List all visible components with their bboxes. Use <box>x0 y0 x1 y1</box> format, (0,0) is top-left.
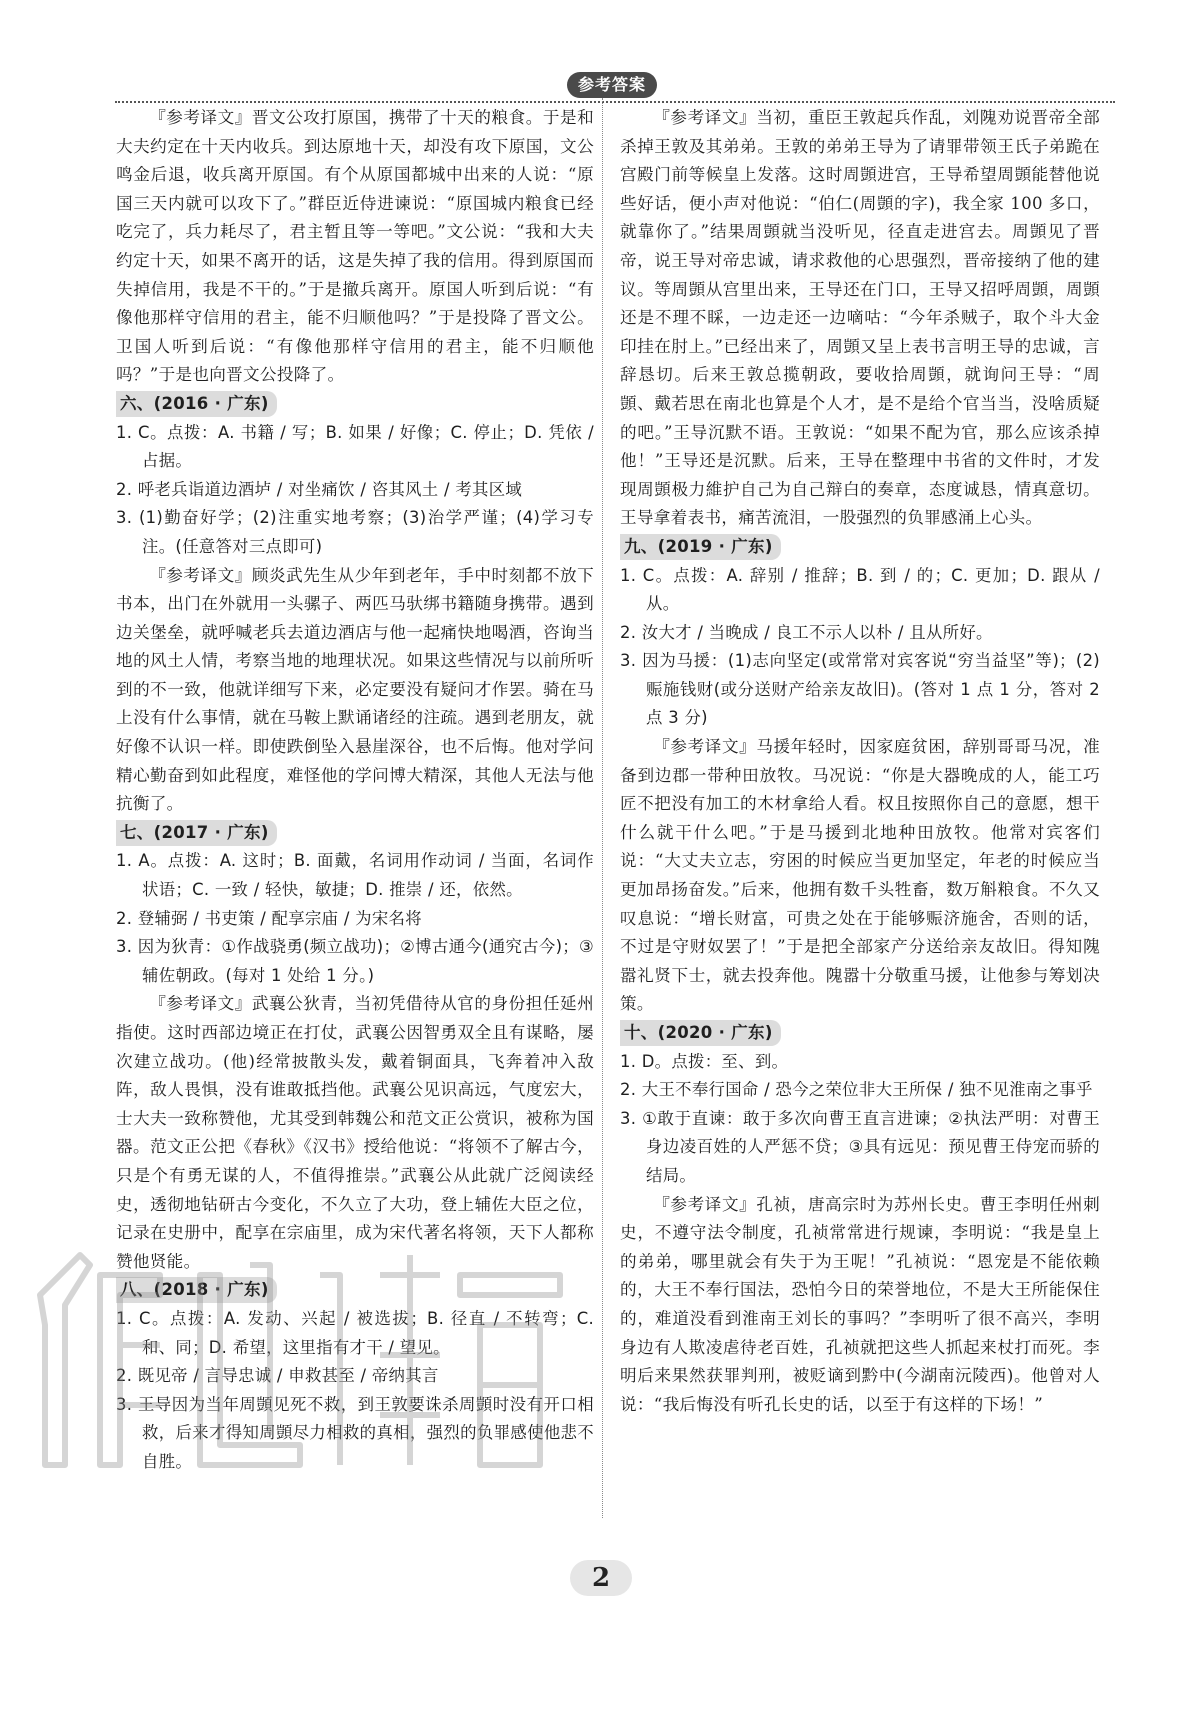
translation-paragraph: 『参考译文』当初，重臣王敦起兵作乱，刘隗劝说晋帝全部杀掉王敦及其弟弟。王敦的弟弟王导为了请罪带领王氏子弟跪在宫殿门前等候皇上发落。这时周顗进宫，王导希望周顗能替他说些好话，便小声对他说：“伯仁(周顗的字)，我全家 100 多口，就靠你了。”结果周顗就当没听见，径直走进宫去。周顗见了晋帝，说王导对帝忠诚，请求救他的心思强烈，晋帝接纳了他的建议。等周顗从宫里出来，王导还在门口，王导又招呼周顗，周顗还是不理不睬，一边走还一边嘀咕：“今年杀贼子，取个斗大金印挂在肘上。”已经出来了，周顗又呈上表书言明王导的忠诚，言辞恳切。后来王敦总揽朝政，要收拾周顗，就询问王导：“周顗、戴若思在南北也算是个人才，是不是给个官当当，没啥质疑的吧。”王导沉默不语。王敦说：“如果不配为官，那么应该杀掉他！”王导还是沉默。后来，王导在整理中书省的文件时，才发现周顗极力維护自己为自己辩白的奏章，态度诚恳，情真意切。王导拿着表书，痛苦流泪，一股强烈的负罪感涌上心头。 <box>620 108 1100 528</box>
answer-item: 2. 登辅弼 / 书吏策 / 配享宗庙 / 为宋名将 <box>116 908 422 928</box>
answer-item: 2. 既见帝 / 言导忠诚 / 申救甚至 / 帝纳其言 <box>116 1366 439 1386</box>
section-heading-8: 八、(2018 · 广东) <box>116 1277 277 1303</box>
answer-item: 1. C。点拨：A. 辞别 / 推辞；B. 到 / 的；C. 更加；D. 跟从 / 从。 <box>620 565 1100 614</box>
section-heading-6: 六、(2016 · 广东) <box>116 391 277 417</box>
top-dotted-rule <box>115 101 1115 103</box>
answer-item: 1. A。点拨：A. 这时；B. 面戴，名词用作动词 / 当面，名词作状语；C. 一致 / 轻快，敏捷；D. 推崇 / 还，依然。 <box>116 851 594 900</box>
watermark-logo <box>20 1235 580 1485</box>
answer-item: 3. 因为狄青：①作战骁勇(频立战功)；②博古通今(通究古今)；③辅佐朝政。(每对 1 处给 1 分。) <box>116 937 594 985</box>
answer-item: 1. D。点拨：至、到。 <box>620 1051 789 1071</box>
answer-item: 3. ①敢于直谏：敢于多次向曹王直言进谏；②执法严明：对曹王身边凌百姓的人严惩不贷；③具有远见：预见曹王侍宠而骄的结局。 <box>620 1108 1100 1185</box>
answer-item: 1. C。点拨：A. 发动、兴起 / 被选拔；B. 径直 / 不转弯；C. 和、同；D. 希望，这里指有才干 / 望见。 <box>116 1308 594 1357</box>
answer-item: 1. C。点拨：A. 书籍 / 写；B. 如果 / 好像；C. 停止；D. 凭依 / 占据。 <box>116 422 594 471</box>
column-divider <box>602 98 603 1518</box>
answer-item: 3. 王导因为当年周顗见死不救，到王敦要诛杀周顗时没有开口相救，后来才得知周顗尽力相救的真相，强烈的负罪感使他悲不自胜。 <box>116 1394 594 1471</box>
section-heading-10: 十、(2020 · 广东) <box>620 1020 781 1046</box>
translation-paragraph: 『参考译文』马援年轻时，因家庭贫困，辞别哥哥马况，准备到边郡一带种田放牧。马况说：“你是大器晚成的人，能工巧匠不把没有加工的木材拿给人看。权且按照你自己的意愿，想干什么就干什么吧。”于是马援到北地种田放牧。他常对宾客们说：“大丈夫立志，穷困的时候应当更加坚定，年老的时候应当更加昂扬奋发。”后来，他拥有数千头牲畜，数万斛粮食。不久又叹息说：“增长财富，可贵之处在于能够赈济施舍，否则的话，不过是守财奴罢了！”于是把全部家产分送给亲友故旧。得知隗嚣礼贤下士，就去投奔他。隗嚣十分敬重马援，让他参与筹划决策。 <box>620 737 1100 1014</box>
answer-item: 2. 汝大才 / 当晚成 / 良工不示人以朴 / 且从所好。 <box>620 622 993 642</box>
translation-paragraph: 『参考译文』晋文公攻打原国，携带了十天的粮食。于是和大夫约定在十天内收兵。到达原地十天，却没有攻下原国，文公鸣金后退，收兵离开原国。有个从原国都城中出来的人说：“原国三天内就可以攻下了。”群臣近侍进谏说：“原国城内粮食已经吃完了，兵力耗尽了，君主暂且等一等吧。”文公说：“我和大夫约定十天，如果不离开的话，这是失掉了我的信用。得到原国而失掉信用，我是不干的。”于是撤兵离开。原国人听到后说：“有像他那样守信用的君主，能不归顺他吗？”于是投降了晋文公。卫国人听到后说：“有像他那样守信用的君主，能不归顺他吗？”于是也向晋文公投降了。 <box>116 108 594 385</box>
section-heading-9: 九、(2019 · 广东) <box>620 534 781 560</box>
answer-item: 2. 大王不奉行国命 / 恐今之荣位非大王所保 / 独不见淮南之事乎 <box>620 1080 1093 1100</box>
answer-item: 3. (1)勤奋好学；(2)注重实地考察；(3)治学严谨；(4)学习专注。(任意答对三点即可) <box>116 508 594 556</box>
answer-item: 2. 呼老兵诣道边酒垆 / 对坐痛饮 / 咨其风土 / 考其区域 <box>116 479 523 499</box>
translation-paragraph: 『参考译文』孔祯，唐高宗时为苏州长史。曹王李明任州刺史，不遵守法令制度，孔祯常常进行规谏，李明说：“我是皇上的弟弟，哪里就会有失于为王呢！”孔祯说：“恩宠是不能依赖的，大王不奉行国法，恐怕今日的荣誉地位，不是大王所能保住的，难道没看到淮南王刘长的事吗？”李明听了很不高兴，李明身边有人欺凌虐待老百姓，孔祯就把这些人抓起来杖打而死。李明后来果然获罪判刑，被贬谪到黔中(今湖南沅陵西)。他曾对人说：“我后悔没有听孔长史的话，以至于有这样的下场！” <box>620 1194 1100 1414</box>
page-number: 2 <box>570 1560 632 1596</box>
section-heading-7: 七、(2017 · 广东) <box>116 820 277 846</box>
answer-item: 3. 因为马援：(1)志向坚定(或常常对宾客说“穷当益坚”等)；(2)赈施钱财(或分送财产给亲友故旧)。(答对 1 点 1 分，答对 2 点 3 分) <box>620 651 1100 728</box>
translation-paragraph: 『参考译文』武襄公狄青，当初凭借待从官的身份担任延州指使。这时西部边境正在打仗，武襄公因智勇双全且有谋略，屡次建立战功。(他)经常披散头发，戴着铜面具，飞奔着冲入敌阵，敌人畏惧，没有谁敢抵挡他。武襄公见识高远，气度宏大，士大夫一致称赞他，尤其受到韩魏公和范文正公赏识，被称为国器。范文正公把《春秋》《汉书》授给他说：“将领不了解古今，只是个有勇无谋的人，不值得推崇。”武襄公从此就广泛阅读经史，透彻地钻研古今变化，不久立了大功，登上辅佐大臣之位，记录在史册中，配享在宗庙里，成为宋代著名将领，天下人都称赞他贤能。 <box>116 994 594 1271</box>
answer-banner: 参考答案 <box>567 72 657 98</box>
translation-paragraph: 『参考译文』顾炎武先生从少年到老年，手中时刻都不放下书本，出门在外就用一头骡子、两匹马驮绑书籍随身携带。遇到边关堡垒，就呼喊老兵去道边酒店与他一起痛快地喝酒，咨询当地的风土人情，考察当地的地理状况。如果这些情况与以前所听到的不一致，他就详细写下来，必定要没有疑问才作罢。骑在马上没有什么事情，就在马鞍上默诵诸经的注疏。遇到老朋友，就好像不认识一样。即使跌倒坠入悬崖深谷，也不后悔。他对学问精心勤奋到如此程度，难怪他的学问博大精深，其他人无法与他抗衡了。 <box>116 565 594 814</box>
right-column <box>620 104 1100 1419</box>
